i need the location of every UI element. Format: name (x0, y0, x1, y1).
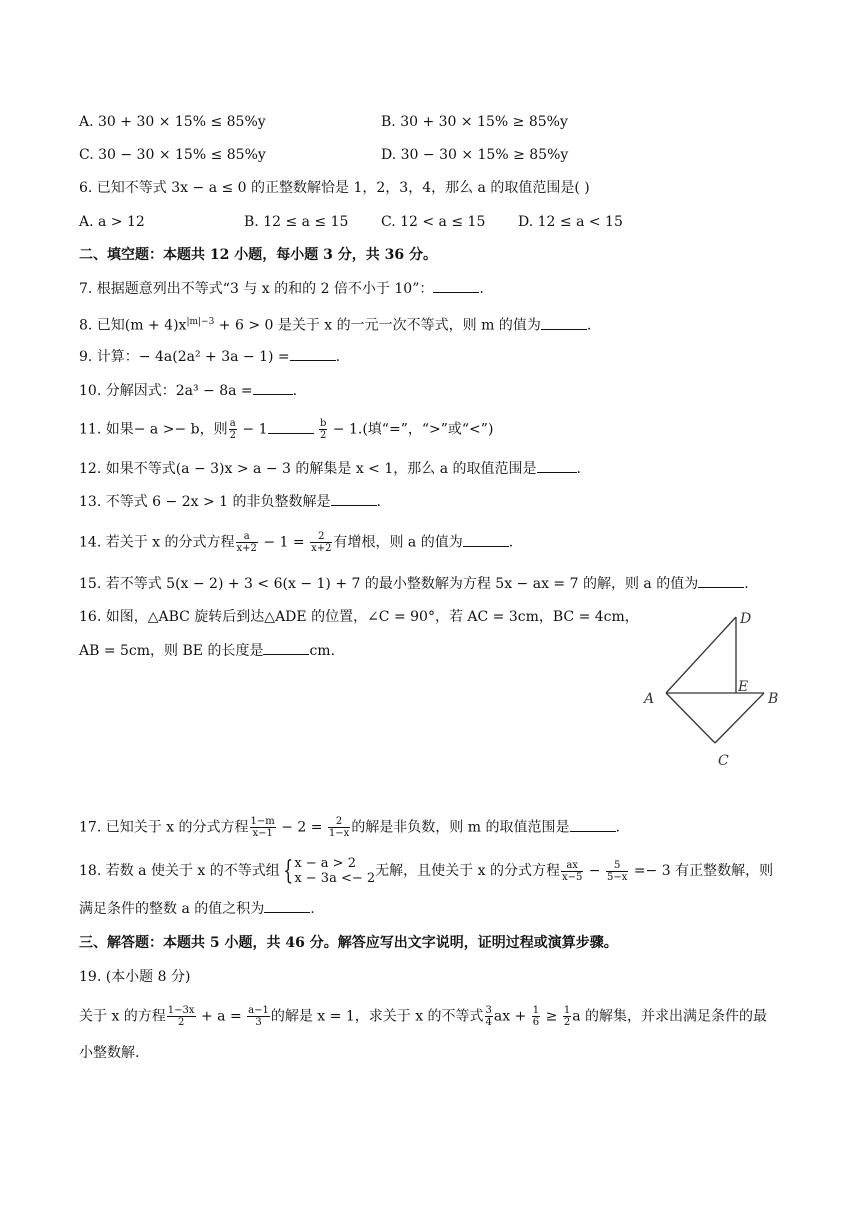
q5-option-c: C. 30 − 30 × 15% ≤ 85%y (79, 147, 266, 163)
q18-blank (264, 900, 310, 913)
q16-line-2 (79, 641, 335, 661)
q17: 17. 已知关于 x 的分式方程 $\frac{1-m}{x-1}$ − 2 = $\frac{2}{1-x}$ 的解是非负数，则 m 的取值范围是 . (79, 816, 620, 839)
q9-text: 9. 计算：− 4a(2a² + 3a − 1) = (79, 349, 290, 365)
q18-text-mid: 无解，且使关于 x 的分式方程 (375, 863, 560, 879)
q19-fraction-5: $\frac{1}{2}$ (563, 1005, 571, 1028)
label-a: A (644, 691, 655, 707)
q10-blank (253, 382, 293, 395)
q6-option-d: D. 12 ≤ a < 15 (518, 214, 623, 230)
q16-unit: cm. (309, 643, 336, 659)
q11 (79, 418, 493, 441)
q17-fraction-1: $\frac{1-m}{x-1}$ (250, 816, 275, 839)
q14-text-post: 有增根，则 a 的值为 (333, 534, 463, 551)
q18-text-pre: 18. 若数 a 使关于 x 的不等式组 (79, 863, 280, 879)
section-3-heading: 三、解答题：本题共 5 小题，共 46 分。解答应写出文字说明，证明过程或演算步骤。 (79, 935, 618, 951)
q18-fraction-1: $\frac{ax}{x-5}$ (561, 859, 583, 883)
q13: 13. 不等式 6 − 2x > 1 的非负整数解是 . (79, 494, 381, 510)
q17-text-post: 的解是非负数，则 m 的取值范围是 (351, 819, 570, 836)
q19-fraction-4: $\frac{1}{6}$ (532, 1005, 540, 1028)
q17-text-mid: − 2 = (276, 819, 327, 836)
q14-fraction-1: $\frac{a}{x+2}$ (236, 531, 257, 554)
q8-blank (541, 317, 587, 330)
q18-text-post: =− 3 有正整数解，则 (629, 863, 774, 879)
q10-text: 10. 分解因式：2a³ − 8a = (79, 383, 253, 399)
q12: 12. 如果不等式(a − 3)x > a − 3 的解集是 x < 1，那么 a 的取值范围是 . (79, 461, 581, 477)
q19-fraction-2: $\frac{a-1}{3}$ (248, 1005, 269, 1028)
q19-text-pre: 关于 x 的方程 (79, 1008, 166, 1025)
q11-blank (268, 421, 314, 434)
q8-text-post: + 6 > 0 是关于 x 的一元一次不等式，则 m 的值为 (214, 317, 541, 334)
q11-text-mid: − 1 (237, 421, 268, 438)
q16-blank (263, 642, 309, 655)
q8: 8. 已知$(m + 4)x^{|m|-3} + 6 > 0$ 是关于 x 的一元一次不等式，则 m 的值为 . (79, 317, 592, 334)
label-c: C (718, 753, 729, 769)
q15-text: 15. 若不等式 5(x − 2) + 3 < 6(x − 1) + 7 的最小整数解为方程 5x − ax = 7 的解，则 a 的值为 (79, 576, 699, 592)
q18-line-2: 满足条件的整数 a 的值之积为 . (79, 901, 315, 917)
q8-text-pre: 8. 已知(m + 4)x (79, 317, 187, 334)
q19-fraction-3: $\frac{3}{4}$ (485, 1005, 492, 1028)
segment-cb (715, 693, 764, 743)
brace-symbol: { (283, 856, 294, 886)
label-e: E (738, 679, 749, 695)
segment-ad (666, 617, 736, 693)
section-2-heading: 二、填空题：本题共 12 小题，每小题 3 分，共 36 分。 (79, 247, 437, 263)
q18-inequality-system: x − a > 2 x − 3a <− 2 (294, 856, 376, 886)
q14-fraction-2: $\frac{2}{x+2}$ (311, 531, 332, 554)
q19-text-mid4: ≥ (541, 1008, 562, 1025)
q10: 10. 分解因式：2a³ − 8a = . (79, 383, 298, 399)
q14: 14. 若关于 x 的分式方程 $\frac{a}{x+2}$ − 1 = $\frac{2}{x+2}$ 有增根，则 a 的值为 . (79, 531, 514, 554)
q5-option-a: A. 30 + 30 × 15% ≤ 85%y (79, 114, 266, 130)
q7-blank (433, 280, 479, 293)
q19-fraction-1: $\frac{1-3x}{2}$ (167, 1005, 195, 1028)
q9-blank (290, 348, 336, 361)
q5-option-b: B. 30 + 30 × 15% ≥ 85%y (381, 114, 568, 130)
q6-option-a: A. a > 12 (79, 214, 145, 230)
q19-text-mid: + a = (196, 1008, 247, 1025)
q8-exponent: |m|−3 (186, 317, 215, 327)
q19-text-mid3: ax + (493, 1008, 531, 1025)
q17-text-pre: 17. 已知关于 x 的分式方程 (79, 819, 249, 836)
q16-text: AB = 5cm，则 BE 的长度是 (79, 643, 264, 659)
q11-text-pre: 11. 如果− a >− b，则 (79, 421, 228, 438)
q6-option-c: C. 12 < a ≤ 15 (381, 214, 486, 230)
q7-text: 7. 根据题意列出不等式“3 与 x 的和的 2 倍不小于 10”： (79, 281, 434, 297)
q16-line-1: 16. 如图，△ABC 旋转后到达△ADE 的位置，∠C = 90°，若 AC = 3cm，BC = 4cm， (79, 609, 639, 625)
segment-ac (666, 693, 715, 743)
q19-text-post: a 的解集，并求出满足条件的最 (572, 1008, 767, 1025)
q19-line-1 (79, 1005, 767, 1028)
q13-text: 13. 不等式 6 − 2x > 1 的非负整数解是 (79, 494, 331, 510)
q12-text: 12. 如果不等式(a − 3)x > a − 3 的解集是 x < 1，那么 a 的取值范围是 (79, 461, 537, 477)
q11-fraction-1: $\frac{a}{2}$ (229, 418, 236, 441)
triangle-rotation-figure (640, 605, 790, 770)
q19-text-mid2: 的解是 x = 1，求关于 x 的不等式 (270, 1008, 484, 1025)
q15-blank (698, 575, 744, 588)
q18-fraction-2: $\frac{5}{5-x}$ (606, 859, 628, 883)
q9: 9. 计算：− 4a(2a² + 3a − 1) = . (79, 349, 341, 365)
q6-option-b: B. 12 ≤ a ≤ 15 (244, 214, 349, 230)
q18-text-line2: 满足条件的整数 a 的值之积为 (79, 901, 265, 917)
q18-line-1: 18. 若数 a 使关于 x 的不等式组 { x − a > 2 x − 3a <− 2 无解，且使关于 x 的分式方程 $\frac{ax}{x-5}$ − $\frac{5}{5-x}$ =− 3 有正整数解，则 (79, 856, 774, 886)
q11-text-post: − 1.(填“=”，“>”或“<”) (328, 421, 494, 438)
q7: 7. 根据题意列出不等式“3 与 x 的和的 2 倍不小于 10”： . (79, 281, 484, 297)
q19-title: 19. (本小题 8 分) (79, 969, 191, 985)
q14-text-pre: 14. 若关于 x 的分式方程 (79, 534, 235, 551)
q14-text-mid: − 1 = (258, 534, 310, 551)
q17-fraction-2: $\frac{2}{1-x}$ (328, 816, 350, 839)
q11-fraction-2: $\frac{b}{2}$ (319, 418, 327, 441)
label-d: D (740, 611, 752, 627)
label-b: B (768, 691, 779, 707)
q14-blank (463, 534, 509, 547)
q12-blank (537, 460, 577, 473)
q13-blank (331, 493, 377, 506)
q5-option-d: D. 30 − 30 × 15% ≥ 85%y (381, 147, 569, 163)
q6-stem: 6. 已知不等式 3x − a ≤ 0 的正整数解恰是 1，2，3，4，那么 a 的取值范围是( ) (79, 180, 590, 196)
q19-line-2: 小整数解. (79, 1045, 140, 1061)
q15: 15. 若不等式 5(x − 2) + 3 < 6(x − 1) + 7 的最小整数解为方程 5x − ax = 7 的解，则 a 的值为 . (79, 576, 749, 592)
q17-blank (570, 819, 616, 832)
